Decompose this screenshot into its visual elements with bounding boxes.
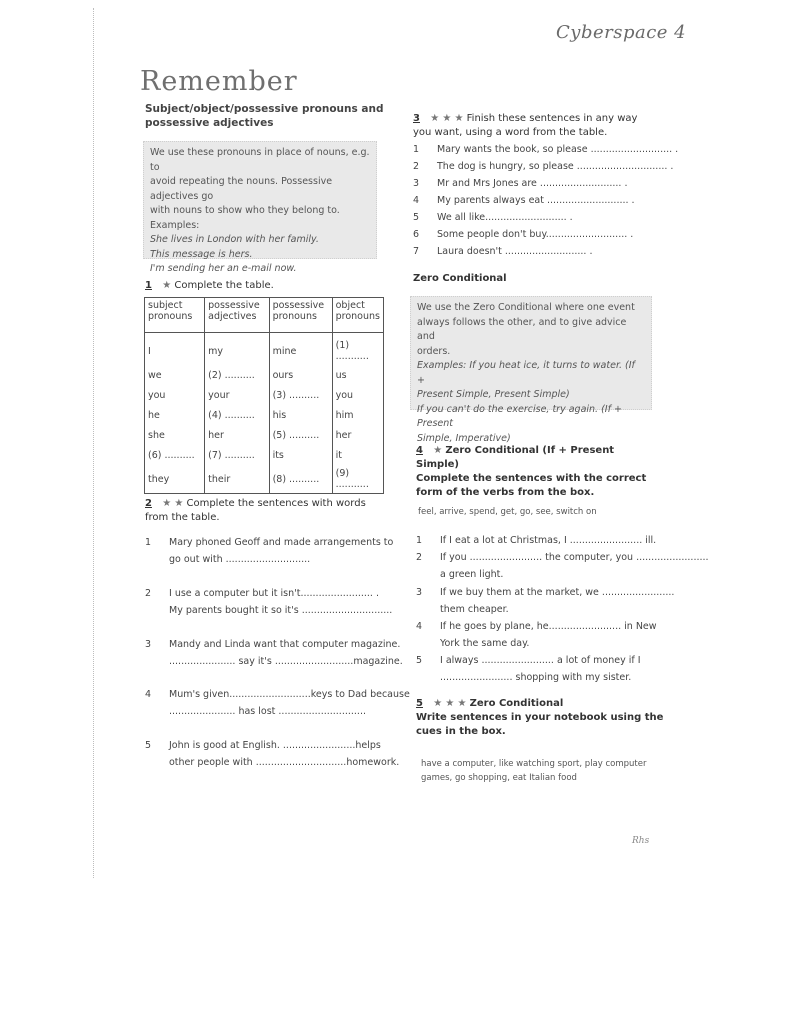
item-line: John is good at English. ........................helps <box>169 740 381 751</box>
item-line: If we buy them at the market, we ........................ <box>440 587 675 598</box>
zero-conditional-box <box>410 296 652 444</box>
zero-box-line: orders. <box>417 345 451 357</box>
examples-label: Examples: <box>150 219 200 231</box>
remember-title: Remember <box>140 66 298 97</box>
item-number: 3 <box>413 178 420 189</box>
item-number: 5 <box>145 740 152 751</box>
example-line: Simple, Imperative) <box>417 432 511 444</box>
item-line: Some people don't buy........................... . <box>437 229 634 240</box>
item-line: Mandy and Linda want that computer magazine. <box>169 639 401 650</box>
table-cell: we <box>145 365 205 385</box>
column-header: possessive pronouns <box>269 298 332 333</box>
star-icon: ★ <box>433 445 443 456</box>
item-line: ........................ shopping with my sister. <box>440 672 632 683</box>
zero-conditional-title: Zero Conditional <box>413 273 507 284</box>
task-number: 4 <box>416 445 423 456</box>
zero-box-line: always follows the other, and to give advice and <box>417 316 627 342</box>
pronoun-table <box>144 297 384 494</box>
table-cell: him <box>332 405 383 425</box>
item-line: If he goes by plane, he........................ in New <box>440 621 657 632</box>
verbs-box: feel, arrive, spend, get, go, see, switch on <box>418 507 597 517</box>
table-cell: you <box>332 385 383 405</box>
item-number: 1 <box>416 535 423 546</box>
zero-box-line: We use the Zero Conditional where one event <box>417 302 635 313</box>
remember-subtitle: Subject/object/possessive pronouns and possessive adjectives <box>145 103 384 129</box>
remember-box-line: avoid repeating the nouns. Possessive adjectives go <box>150 176 333 202</box>
table-cell: I <box>145 333 205 366</box>
task-instruction: Complete the table. <box>174 280 274 291</box>
item-number: 5 <box>413 212 420 223</box>
task-number: 5 <box>416 698 423 709</box>
item-number: 2 <box>413 161 420 172</box>
example-line: I'm sending her an e-mail now. <box>150 263 297 274</box>
item-number: 7 <box>413 246 420 257</box>
table-cell: your <box>205 385 269 405</box>
item-number: 4 <box>413 195 420 206</box>
table-cell: you <box>145 385 205 405</box>
table-row <box>145 425 384 445</box>
item-line: a green light. <box>440 569 504 580</box>
item-line: York the same day. <box>440 638 530 649</box>
remember-box-line: with nouns to show who they belong to. <box>150 205 340 216</box>
table-cell: her <box>205 425 269 445</box>
item-line: Mum's given...........................keys to Dad because <box>169 689 410 700</box>
table-cell: it <box>332 445 383 465</box>
item-line: Mary wants the book, so please ........................... . <box>437 144 679 155</box>
table-row <box>145 465 384 494</box>
item-line: them cheaper. <box>440 604 509 615</box>
task5-heading <box>416 697 666 739</box>
task3-heading <box>413 112 658 140</box>
item-number: 4 <box>416 621 423 632</box>
task-number: 2 <box>145 498 152 509</box>
table-cell: ours <box>269 365 332 385</box>
item-number: 1 <box>413 144 420 155</box>
table-cell: she <box>145 425 205 445</box>
column-header: possessive adjectives <box>205 298 269 333</box>
item-line: I use a computer but it isn't........................ . <box>169 588 379 599</box>
signature-mark: Rhs <box>632 836 650 846</box>
task-title: Zero Conditional (If + Present Simple) <box>416 445 615 470</box>
item-line: We all like........................... . <box>437 212 573 223</box>
table-cell: (5) .......... <box>269 425 332 445</box>
table-row <box>145 445 384 465</box>
table-cell: its <box>269 445 332 465</box>
table-cell: (3) .......... <box>269 385 332 405</box>
task1-heading <box>145 279 274 293</box>
item-number: 5 <box>416 655 423 666</box>
example-line: Examples: If you heat ice, it turns to water. (If + <box>417 360 635 386</box>
task4-heading <box>416 444 656 500</box>
table-row <box>145 405 384 425</box>
column-header: object pronouns <box>332 298 383 333</box>
item-line: ...................... say it's ..........................magazine. <box>169 656 403 667</box>
cue-line: have a computer, like watching sport, play computer <box>421 759 647 769</box>
star-icon: ★ ★ ★ <box>430 113 464 124</box>
item-number: 2 <box>145 588 152 599</box>
table-cell: (7) .......... <box>205 445 269 465</box>
table-cell: mine <box>269 333 332 366</box>
cue-line: games, go shopping, eat Italian food <box>421 773 577 783</box>
column-header: subject pronouns <box>145 298 205 333</box>
table-row <box>145 365 384 385</box>
table-row <box>145 333 384 366</box>
item-line: My parents always eat ........................... . <box>437 195 635 206</box>
table-cell: he <box>145 405 205 425</box>
table-cell: they <box>145 465 205 494</box>
task-instruction: Complete the sentences with words from the table. <box>145 498 366 523</box>
table-cell: his <box>269 405 332 425</box>
item-number: 4 <box>145 689 152 700</box>
star-icon: ★ <box>162 280 172 291</box>
binding-margin-line <box>93 8 94 878</box>
task-instruction: Finish these sentences in any way you want, using a word from the table. <box>413 113 638 138</box>
star-icon: ★ ★ ★ <box>433 698 467 709</box>
item-line: go out with ............................ <box>169 554 311 565</box>
task-number: 1 <box>145 280 152 291</box>
item-number: 3 <box>416 587 423 598</box>
table-cell: (2) .......... <box>205 365 269 385</box>
table-cell: us <box>332 365 383 385</box>
table-cell: (9) ........... <box>332 465 383 494</box>
task2-heading <box>145 497 390 525</box>
item-line: If you ........................ the computer, you ........................ <box>440 552 709 563</box>
table-cell: (6) .......... <box>145 445 205 465</box>
table-cell: my <box>205 333 269 366</box>
item-line: I always ........................ a lot of money if I <box>440 655 641 666</box>
item-number: 2 <box>416 552 423 563</box>
example-line: This message is hers. <box>150 248 253 260</box>
item-line: The dog is hungry, so please .............................. . <box>437 161 674 172</box>
task-number: 3 <box>413 113 420 124</box>
table-row <box>145 385 384 405</box>
item-line: Laura doesn't ........................... . <box>437 246 593 257</box>
table-cell: (4) .......... <box>205 405 269 425</box>
example-line: Present Simple, Present Simple) <box>417 389 570 400</box>
item-line: ...................... has lost ............................. <box>169 706 366 717</box>
table-cell: her <box>332 425 383 445</box>
table-cell: (8) .......... <box>269 465 332 494</box>
task-title: Zero Conditional <box>469 698 564 709</box>
item-line: other people with ..............................homework. <box>169 757 400 768</box>
item-line: Mr and Mrs Jones are ........................... . <box>437 178 628 189</box>
item-line: My parents bought it so it's .............................. <box>169 605 393 616</box>
example-line: She lives in London with her family. <box>150 234 319 245</box>
item-line: Mary phoned Geoff and made arrangements to <box>169 537 394 548</box>
cues-box <box>421 757 647 785</box>
item-line: If I eat a lot at Christmas, I ........................ ill. <box>440 535 657 546</box>
star-icon: ★ ★ <box>162 498 184 509</box>
task-instruction: Complete the sentences with the correct form of the verbs from the box. <box>416 473 647 498</box>
item-number: 1 <box>145 537 152 548</box>
example-line: If you can't do the exercise, try again. (If + Present <box>417 403 622 429</box>
item-number: 6 <box>413 229 420 240</box>
remember-box <box>143 141 377 274</box>
header-note: Cyberspace 4 <box>556 22 687 43</box>
remember-box-line: We use these pronouns in place of nouns, e.g. to <box>150 147 370 173</box>
task-instruction: Write sentences in your notebook using the cues in the box. <box>416 712 664 737</box>
item-number: 3 <box>145 639 152 650</box>
table-cell: their <box>205 465 269 494</box>
table-cell: (1) ........... <box>332 333 383 366</box>
